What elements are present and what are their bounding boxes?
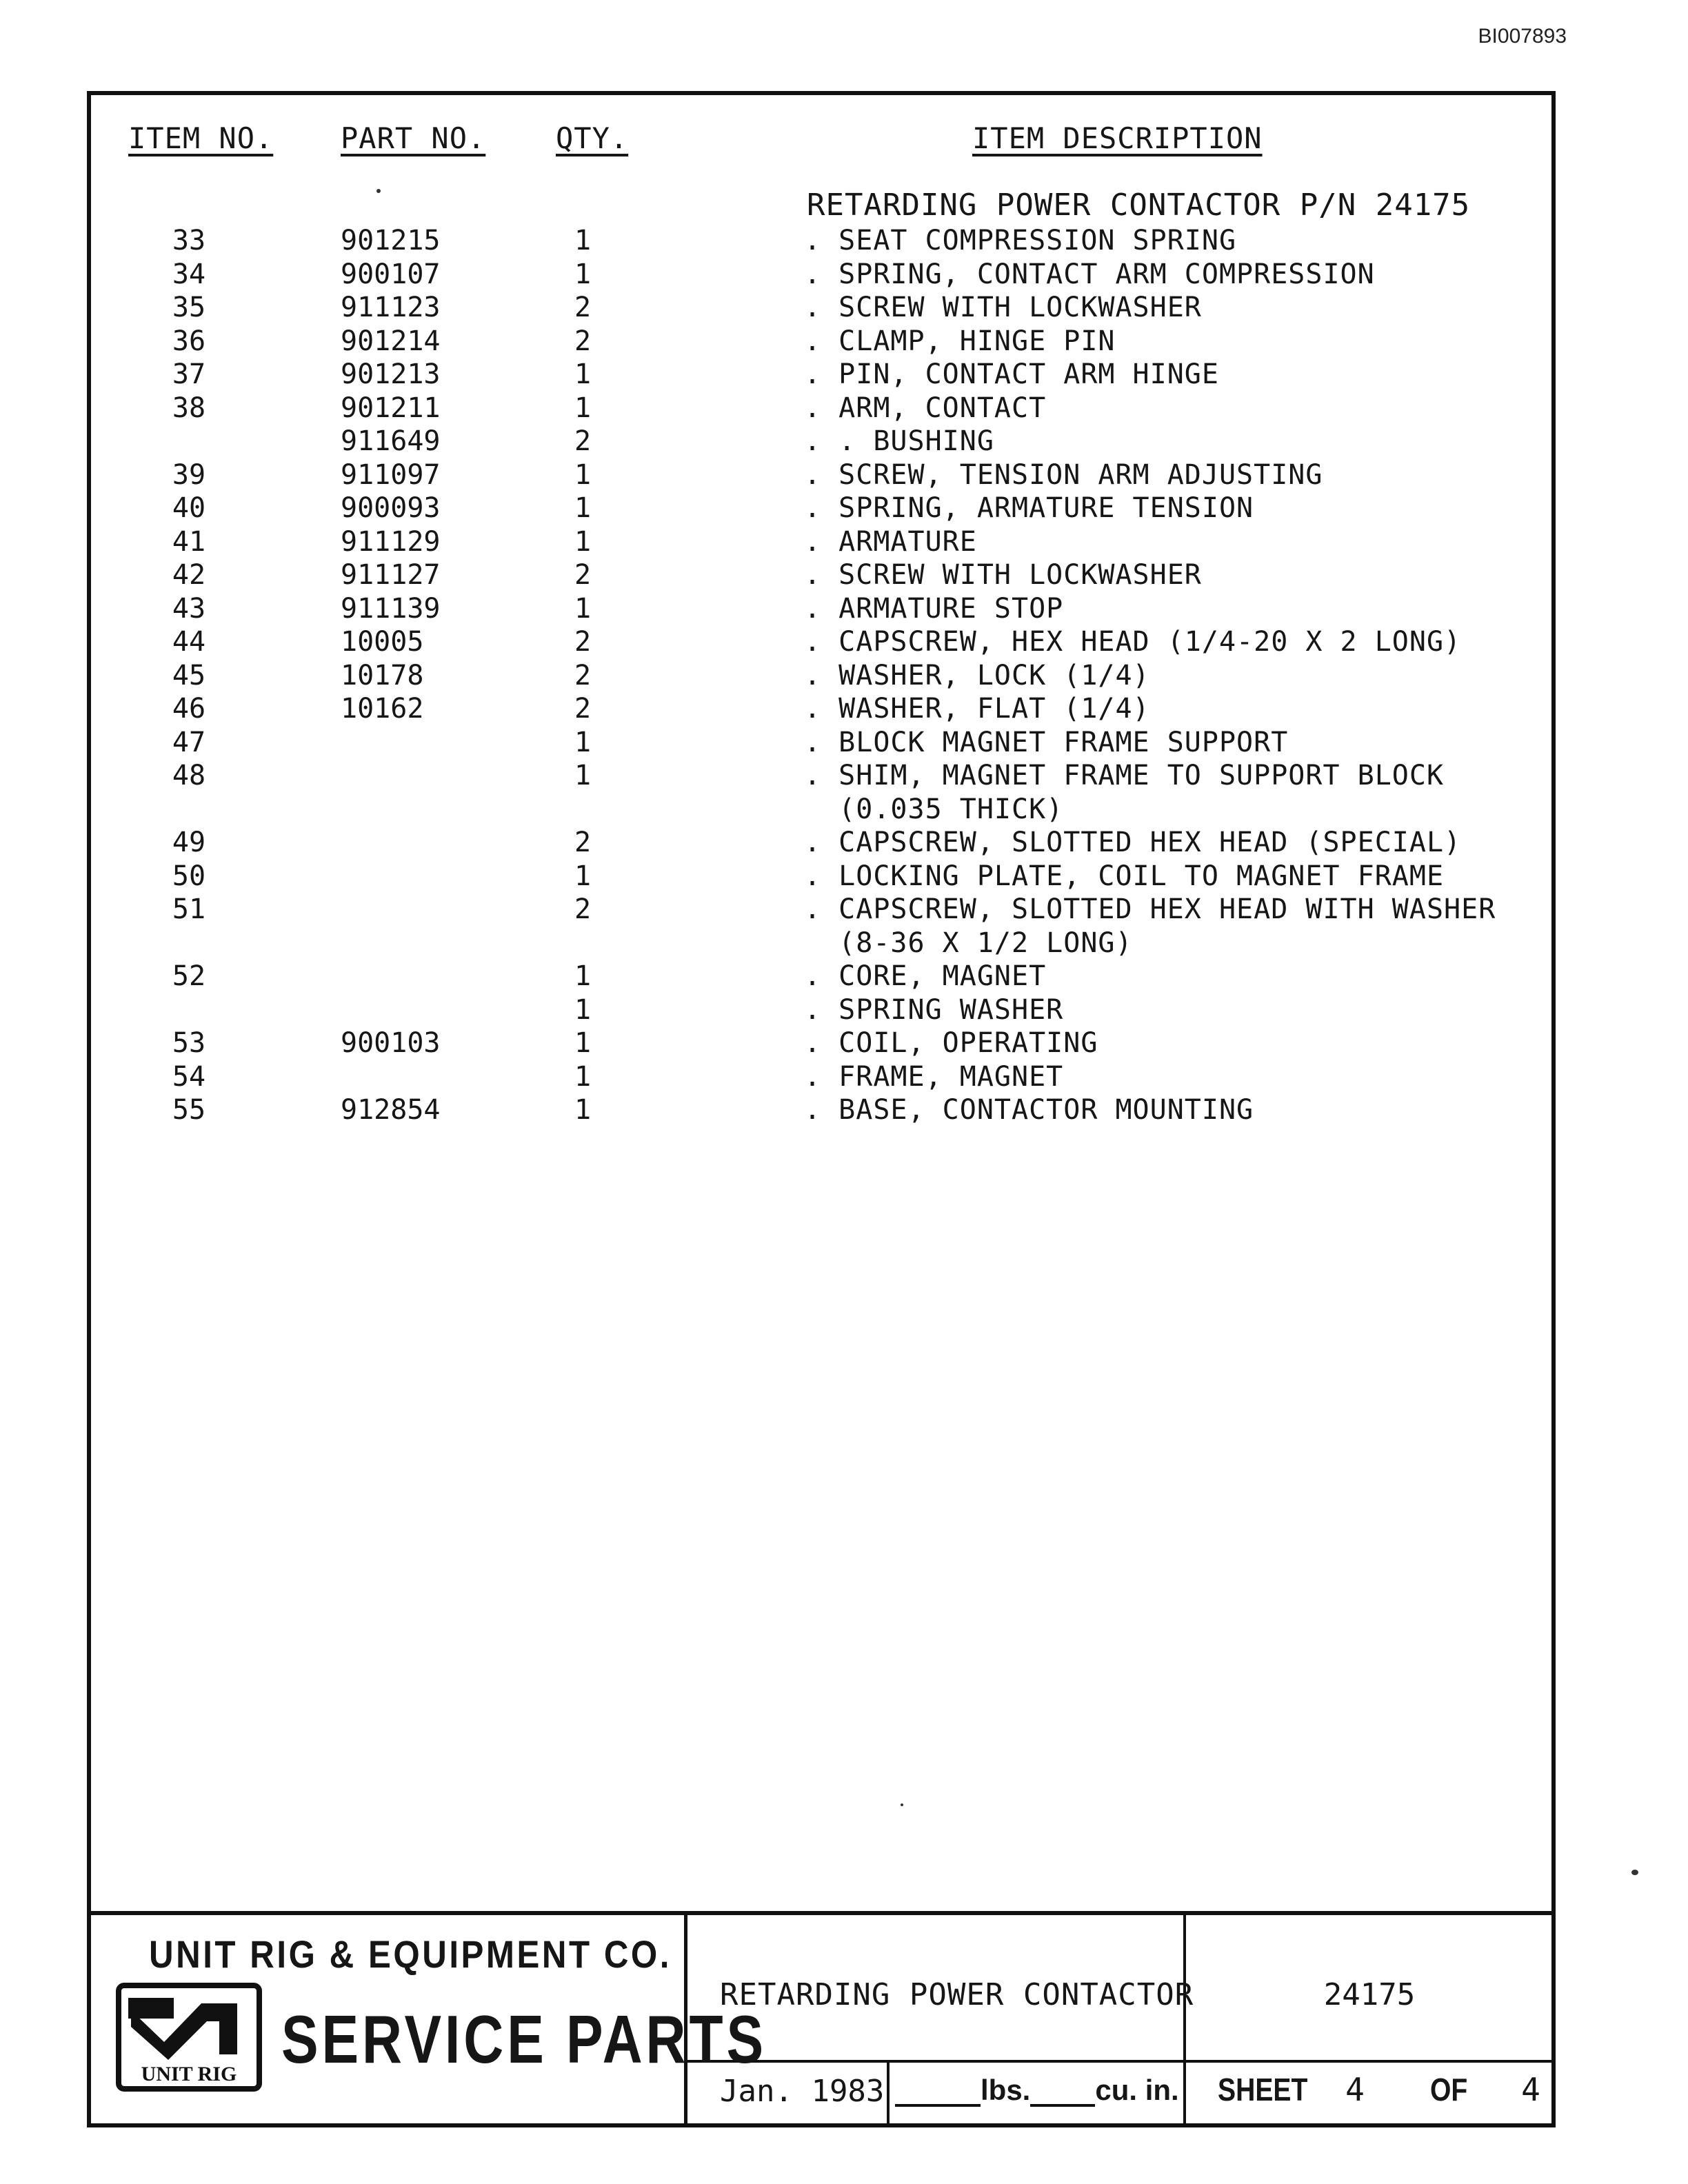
item-number-cell: 38	[172, 392, 206, 424]
service-parts-label: SERVICE PARTS	[281, 2001, 767, 2077]
table-row	[0, 358, 1688, 392]
description-cell: (8-36 X 1/2 LONG)	[804, 927, 1133, 959]
table-row	[0, 292, 1688, 325]
part-number-cell: 900103	[341, 1027, 441, 1059]
table-row	[0, 927, 1688, 960]
description-cell: . SEAT COMPRESSION SPRING	[804, 225, 1237, 256]
stray-dot	[1631, 1870, 1638, 1875]
table-row	[0, 793, 1688, 827]
quantity-cell: 2	[574, 425, 592, 457]
quantity-cell: 1	[574, 960, 592, 992]
part-number-cell: 911139	[341, 592, 441, 625]
table-row	[0, 492, 1688, 525]
part-number-cell: 10178	[341, 659, 424, 691]
weight-blank	[895, 2099, 981, 2107]
sheet-number: 4	[1345, 2071, 1365, 2108]
part-number-cell: 901213	[341, 358, 441, 390]
part-number-cell: 911649	[341, 425, 441, 457]
table-row	[0, 259, 1688, 292]
description-cell: . COIL, OPERATING	[804, 1027, 1098, 1059]
column-headers	[0, 121, 1688, 163]
part-number-cell: 911123	[341, 292, 441, 323]
item-number-cell: 50	[172, 860, 206, 892]
volume-blank	[1030, 2099, 1095, 2107]
quantity-cell: 1	[574, 225, 592, 256]
description-cell: . SPRING, CONTACT ARM COMPRESSION	[804, 258, 1375, 290]
description-cell: . SPRING WASHER	[804, 993, 1064, 1026]
cu-in-label: cu. in.	[1095, 2074, 1179, 2106]
table-row	[0, 994, 1688, 1027]
title-block	[87, 1911, 1556, 2127]
quantity-cell: 1	[574, 1060, 592, 1093]
description-cell: . ARMATURE	[804, 525, 977, 558]
description-cell: . CLAMP, HINGE PIN	[804, 325, 1116, 357]
quantity-cell: 1	[574, 258, 592, 290]
table-row	[0, 392, 1688, 425]
part-number-cell: 10162	[341, 693, 424, 725]
title-block-divider	[887, 2060, 890, 2127]
table-row	[0, 760, 1688, 793]
item-number-cell: 37	[172, 358, 206, 390]
table-row	[0, 626, 1688, 659]
item-number-cell: 36	[172, 325, 206, 357]
weight-volume-fields	[895, 2074, 1182, 2115]
table-row	[0, 893, 1688, 927]
table-row	[0, 225, 1688, 258]
item-number-cell: 43	[172, 592, 206, 625]
part-number-cell: 900107	[341, 258, 441, 290]
sheet-label: SHEET	[1218, 2072, 1308, 2107]
description-cell: . CAPSCREW, SLOTTED HEX HEAD (SPECIAL)	[804, 827, 1462, 858]
item-number-cell: 49	[172, 827, 206, 858]
description-cell: . WASHER, LOCK (1/4)	[804, 659, 1150, 691]
item-number-cell: 48	[172, 760, 206, 791]
table-row	[0, 827, 1688, 860]
assembly-title: RETARDING POWER CONTACTOR P/N 24175	[807, 188, 1471, 223]
quantity-cell: 1	[574, 993, 592, 1026]
company-name: UNIT RIG & EQUIPMENT CO.	[149, 1932, 672, 1976]
description-cell: . BASE, CONTACTOR MOUNTING	[804, 1094, 1254, 1126]
item-number-cell: 51	[172, 893, 206, 925]
quantity-cell: 1	[574, 492, 592, 524]
description-cell: (0.035 THICK)	[804, 793, 1064, 825]
quantity-cell: 2	[574, 559, 592, 591]
part-number-cell: 911129	[341, 525, 441, 558]
item-number-cell: 52	[172, 960, 206, 992]
unit-rig-logo-icon	[116, 1983, 262, 2092]
header-item-no: ITEM NO.	[128, 121, 274, 155]
item-number-cell: 47	[172, 726, 206, 758]
description-cell: . BLOCK MAGNET FRAME SUPPORT	[804, 726, 1289, 758]
table-row	[0, 325, 1688, 358]
item-number-cell: 40	[172, 492, 206, 524]
description-cell: . WASHER, FLAT (1/4)	[804, 693, 1150, 725]
quantity-cell: 1	[574, 592, 592, 625]
title-block-divider	[1183, 1911, 1186, 2127]
description-cell: . SHIM, MAGNET FRAME TO SUPPORT BLOCK	[804, 760, 1445, 791]
sheet-total: 4	[1521, 2071, 1540, 2108]
part-number-cell: 901215	[341, 225, 441, 256]
quantity-cell: 1	[574, 458, 592, 491]
item-number-cell: 42	[172, 559, 206, 591]
header-qty: QTY.	[556, 121, 629, 155]
item-number-cell: 55	[172, 1094, 206, 1126]
item-number-cell: 44	[172, 626, 206, 658]
quantity-cell: 2	[574, 325, 592, 357]
drawing-date: Jan. 1983	[720, 2074, 885, 2109]
header-part-no: PART NO.	[341, 121, 486, 155]
item-number-cell: 46	[172, 693, 206, 725]
quantity-cell: 1	[574, 760, 592, 791]
table-row	[0, 425, 1688, 458]
sheet-indicator	[1218, 2071, 1540, 2108]
item-number-cell: 45	[172, 659, 206, 691]
description-cell: . LOCKING PLATE, COIL TO MAGNET FRAME	[804, 860, 1445, 892]
description-cell: . SCREW WITH LOCKWASHER	[804, 559, 1202, 591]
drawing-title: RETARDING POWER CONTACTOR	[720, 1977, 1194, 2012]
description-cell: . CORE, MAGNET	[804, 960, 1047, 992]
table-row	[0, 860, 1688, 893]
svg-text:UNIT RIG: UNIT RIG	[141, 2063, 237, 2085]
part-number-cell: 901214	[341, 325, 441, 357]
table-row	[0, 1027, 1688, 1060]
quantity-cell: 2	[574, 659, 592, 691]
description-cell: . ARM, CONTACT	[804, 392, 1047, 424]
description-cell: . ARMATURE STOP	[804, 592, 1064, 625]
item-number-cell: 41	[172, 525, 206, 558]
quantity-cell: 1	[574, 358, 592, 390]
item-number-cell: 33	[172, 225, 206, 256]
quantity-cell: 2	[574, 693, 592, 725]
quantity-cell: 1	[574, 726, 592, 758]
table-row	[0, 960, 1688, 993]
description-cell: . . BUSHING	[804, 425, 994, 457]
stray-dot	[901, 1803, 903, 1806]
table-row	[0, 727, 1688, 760]
part-number-cell: 900093	[341, 492, 441, 524]
lbs-label: lbs.	[981, 2074, 1031, 2106]
description-cell: . CAPSCREW, SLOTTED HEX HEAD WITH WASHER	[804, 893, 1496, 925]
table-row	[0, 593, 1688, 626]
part-number-cell: 911127	[341, 559, 441, 591]
item-number-cell: 39	[172, 458, 206, 491]
quantity-cell: 1	[574, 392, 592, 424]
stray-dot	[376, 189, 381, 193]
table-row	[0, 459, 1688, 492]
description-cell: . SCREW, TENSION ARM ADJUSTING	[804, 458, 1323, 491]
part-number-cell: 10005	[341, 626, 424, 658]
header-item-description: ITEM DESCRIPTION	[972, 121, 1263, 155]
item-number-cell: 34	[172, 258, 206, 290]
quantity-cell: 2	[574, 626, 592, 658]
description-cell: . SPRING, ARMATURE TENSION	[804, 492, 1254, 524]
quantity-cell: 1	[574, 860, 592, 892]
part-number-cell: 911097	[341, 458, 441, 491]
table-row	[0, 1061, 1688, 1094]
quantity-cell: 2	[574, 292, 592, 323]
table-row	[0, 693, 1688, 726]
document-id: BI007893	[1478, 25, 1567, 48]
description-cell: . CAPSCREW, HEX HEAD (1/4-20 X 2 LONG)	[804, 626, 1462, 658]
description-cell: . SCREW WITH LOCKWASHER	[804, 292, 1202, 323]
table-row	[0, 559, 1688, 592]
description-cell: . PIN, CONTACT ARM HINGE	[804, 358, 1219, 390]
part-number-cell: 912854	[341, 1094, 441, 1126]
quantity-cell: 1	[574, 1027, 592, 1059]
quantity-cell: 1	[574, 1094, 592, 1126]
item-number-cell: 35	[172, 292, 206, 323]
description-cell: . FRAME, MAGNET	[804, 1060, 1064, 1093]
quantity-cell: 2	[574, 827, 592, 858]
drawing-part-number: 24175	[1323, 1977, 1416, 2012]
item-number-cell: 53	[172, 1027, 206, 1059]
table-row	[0, 660, 1688, 693]
quantity-cell: 2	[574, 893, 592, 925]
title-block-top-rule	[87, 1911, 1556, 1915]
part-number-cell: 901211	[341, 392, 441, 424]
table-row	[0, 1094, 1688, 1127]
quantity-cell: 1	[574, 525, 592, 558]
of-label: OF	[1430, 2072, 1468, 2107]
table-row	[0, 526, 1688, 559]
title-block-divider	[684, 2060, 1556, 2063]
item-number-cell: 54	[172, 1060, 206, 1093]
